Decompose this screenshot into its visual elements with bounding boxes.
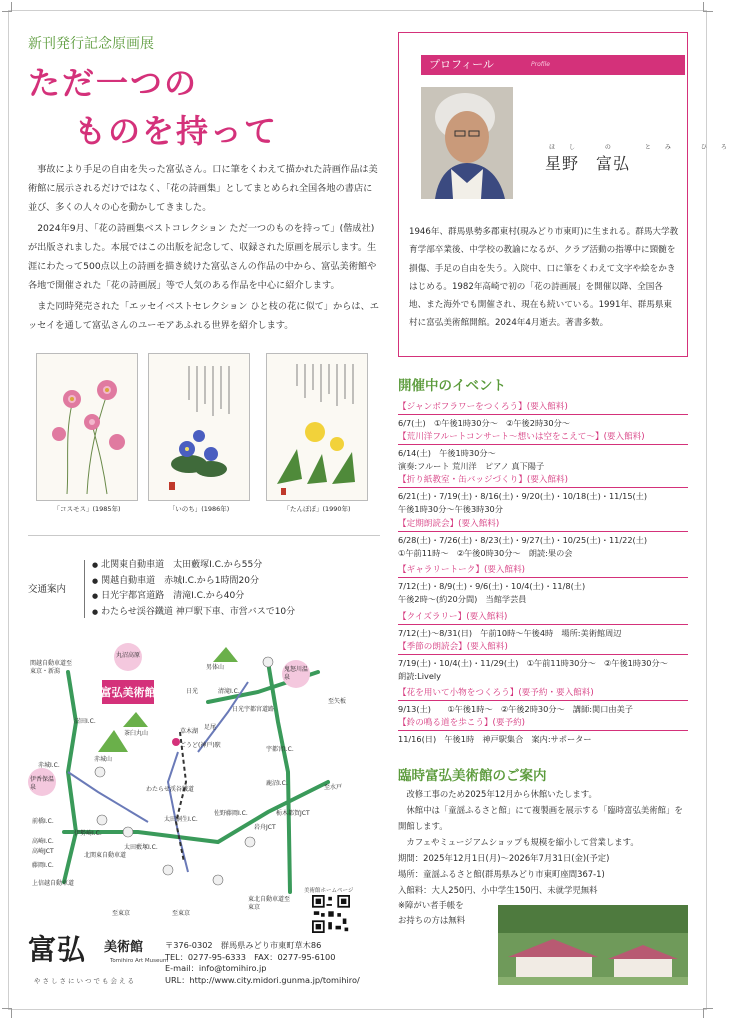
map-label: 岩舟JCT xyxy=(254,824,276,831)
event-detail: 7/12(土)・8/9(土)・9/6(土)・10/4(土)・11/8(土) xyxy=(398,581,586,591)
logo-english: Tomihiro Art Museum xyxy=(110,958,169,964)
phone: TEL：0277-95-6333 FAX：0277-95-6100 xyxy=(165,951,336,962)
intro-paragraph: 2024年9月、「花の詩画集ベストコレクション ただ一つのものを持って」(偕成社)が出版されました。本展ではこの出版を記念して、収録された原画を展示します。生涯にわたって500点以上の詩画を描き続けた富弘さんの作品の中から、富弘美術館や各地で開催された「花の詩画展」等で人気のある作品を中心に紹介します。 xyxy=(28,223,377,291)
crop-mark xyxy=(2,2,12,12)
event-title: 【鈴の鳴る道を歩こう】(要予約) xyxy=(398,717,688,731)
notice-paragraph: カフェやミュージアムショップも規模を縮小して営業します。 xyxy=(406,837,639,847)
museum-building-photo xyxy=(498,905,688,985)
museum-logo xyxy=(28,928,168,988)
dandelion-painting-icon xyxy=(266,353,368,501)
map-label: 栃木都賀JCT xyxy=(276,810,310,817)
artist-bio: 1946年、群馬県勢多郡東村(現みどり市東町)に生まれる。群馬大学教育学部卒業後、中学校の教諭になるが、クラブ活動の指導中に頸髄を損傷、手足の自由を失う。入院中、口に筆をくわえて文字や絵をかきはじめる。1982年高崎で初の「花の詩画展」を開催以降、全国各地、また海外でも開催され、現在も続いている。1991年、群馬県東村に富弘美術館開館。2024年4月逝去。著書多数。 xyxy=(409,227,679,329)
map-label: 至東京 xyxy=(112,910,131,917)
profile-heading-en: Profile xyxy=(531,61,550,68)
exhibition-title-line2: ものを持って xyxy=(74,112,279,150)
map-label: 東北自動車道至東京 xyxy=(248,896,291,911)
logo-suffix: 美術館 xyxy=(104,940,144,955)
event-detail: 6/21(土)・7/19(土)・8/16(土)・9/20(土)・10/18(土)・11/15(土) xyxy=(398,491,648,501)
event-detail: 6/14(土) 午後1時30分～ xyxy=(398,448,496,458)
event-detail: 7/19(土)・10/4(土)・11/29(土) ①午前11時30分～ ②午後1時30分～ xyxy=(398,658,668,668)
map-label: 日光 xyxy=(186,688,199,695)
map-label: 茶臼丸山 xyxy=(124,730,149,737)
map-label: 鬼怒川温泉 xyxy=(284,666,309,681)
event-detail: 朗読:Lively xyxy=(398,671,441,681)
access-list xyxy=(92,558,295,620)
event-title: 【クイズラリー】(要入館料) xyxy=(398,611,688,625)
event-detail: 9/13(土) ①午後1時～ ②午後2時30分～ 講師:関口由美子 xyxy=(398,704,633,714)
homepage-label: 美術館ホームページ xyxy=(304,888,354,894)
crop-mark xyxy=(703,1008,713,1018)
flower-poem-painting-icon xyxy=(148,353,250,501)
notice-fee: 入館料：大人250円、小中学生150円、未就学児無料 xyxy=(398,885,598,895)
map-label: 至矢板 xyxy=(328,698,347,705)
email-link[interactable]: E-mail：info@tomihiro.jp xyxy=(165,963,267,973)
exhibition-subtitle: 新刊発行記念原画展 xyxy=(28,36,154,52)
event-item xyxy=(398,518,688,560)
event-detail: 7/12(土)～8/31(日) 午前10時～午後4時 場所:美術館周辺 xyxy=(398,628,622,638)
map-label: ごうど(神戸)駅 xyxy=(180,742,221,749)
event-detail: 6/7(土) ①午後1時30分～ ②午後2時30分～ xyxy=(398,418,570,428)
event-detail: ①午前11時～ ②午後0時30分～ 朗読:果の会 xyxy=(398,548,573,558)
intro-text xyxy=(28,160,380,337)
event-detail: 6/28(土)・7/26(土)・8/23(土)・9/27(土)・10/25(土)・11/22(土) xyxy=(398,535,648,545)
map-label: 伊香保温泉 xyxy=(30,776,55,791)
artwork-caption: 「コスモス」(1985年) xyxy=(53,505,121,513)
access-map xyxy=(28,632,380,922)
event-item xyxy=(398,687,688,716)
event-item xyxy=(398,717,688,746)
map-label: 丸沼高原 xyxy=(116,652,141,659)
crop-mark xyxy=(2,1008,12,1018)
event-item xyxy=(398,474,688,516)
event-detail: 11/16(日) 午後1時 神戸駅集合 案内:サポーター xyxy=(398,734,592,744)
map-label: 宇都宮I.C. xyxy=(266,746,294,753)
map-label: 関越自動車道至東京・新潟 xyxy=(30,660,73,675)
contact-info xyxy=(165,940,360,986)
map-label: 上信越自動車道 xyxy=(32,880,75,887)
artwork-caption: 「いのち」(1986年) xyxy=(168,505,230,513)
map-label: 足尾 xyxy=(204,724,217,731)
name-ruby: ほし の とみ ひろ xyxy=(549,144,741,151)
event-item xyxy=(398,641,688,683)
logo-tagline: やさしさにいつでも会える xyxy=(34,977,136,985)
intro-paragraph: 事故により手足の自由を失った富弘さん。口に筆をくわえて描かれた詩画作品は美術館に展示されるだけではなく、「花の詩画集」としてまとめられ全国各地の書店に並び、多くの人々の心を動かしてきました。 xyxy=(28,164,378,213)
access-item: ● 日光宇都宮道路 清滝I.C.から40分 xyxy=(92,589,295,605)
event-title: 【荒川洋フルートコンサート～想いは空をこえて～】(要入館料) xyxy=(398,431,688,445)
artwork-cosmos xyxy=(36,353,138,513)
intro-paragraph: また同時発売された「エッセイベストセレクション ひと枝の花に似て」からは、エッセイを通して富弘さんのユーモアあふれる世界を紹介します。 xyxy=(28,301,379,331)
map-label: 高崎I.C. xyxy=(32,838,54,845)
map-label: わたらせ渓谷鐵道 xyxy=(146,786,194,793)
map-label: 前橋I.C. xyxy=(32,818,54,825)
map-label: 沼田I.C. xyxy=(74,718,96,725)
event-title: 【ギャラリートーク】(要入館料) xyxy=(398,564,688,578)
crop-mark xyxy=(703,2,713,12)
event-detail: 演奏:フルート 荒川洋 ピアノ 真下陽子 xyxy=(398,461,545,471)
map-label: 草木湖 xyxy=(180,728,199,735)
logo-name: 富弘 xyxy=(28,933,87,966)
event-item xyxy=(398,401,688,430)
access-item: ● 関越自動車道 赤城I.C.から1時間20分 xyxy=(92,574,295,590)
artwork-inochi xyxy=(148,353,250,513)
map-label: 赤城I.C. xyxy=(38,762,60,769)
map-label: 太田藪塚I.C. xyxy=(124,844,158,851)
map-label: 至水戸 xyxy=(324,784,343,791)
access-item: ● 北関東自動車道 太田藪塚I.C.から55分 xyxy=(92,558,295,574)
notice-paragraph: 改修工事のため2025年12月から休館いたします。 xyxy=(406,789,597,799)
access-divider xyxy=(84,560,85,618)
exhibition-title-line1: ただ一つの xyxy=(28,64,199,102)
notice-note xyxy=(398,898,498,928)
map-label: 清滝I.C. xyxy=(218,688,240,695)
event-title: 【折り紙教室・缶バッジづくり】(要入館料) xyxy=(398,474,688,488)
events-heading: 開催中のイベント xyxy=(398,378,506,394)
map-label: 佐野藤岡I.C. xyxy=(214,810,248,817)
map-label: 至東京 xyxy=(172,910,191,917)
artwork-tanpopo xyxy=(266,353,368,513)
map-label: 太田桐生I.C. xyxy=(164,816,198,823)
access-item: ● わたらせ渓谷鐵道 神戸駅下車、市営バスで10分 xyxy=(92,605,295,621)
map-label: 高崎JCT xyxy=(32,848,54,855)
map-label: 日光宇都宮道路 xyxy=(232,706,275,713)
event-title: 【定期朗読会】(要入館料) xyxy=(398,518,688,532)
event-title: 【花を用いて小物をつくろう】(要予約・要入館料) xyxy=(398,687,688,701)
artist-name: 星野 富弘 xyxy=(545,154,631,173)
address: 〒376-0302 群馬県みどり市東町草木86 xyxy=(165,940,322,950)
map-label: 鹿沼I.C. xyxy=(266,780,288,787)
event-detail: 午後1時30分～午後3時30分 xyxy=(398,504,503,514)
event-item xyxy=(398,431,688,473)
notice-period: 期間：2025年12月1日(月)～2026年7月31日(金)(予定) xyxy=(398,853,610,863)
profile-heading xyxy=(421,55,685,75)
notice-heading: 臨時富弘美術館のご案内 xyxy=(398,768,547,784)
notice-place: 場所：童謡ふるさと館(群馬県みどり市東町座間367-1) xyxy=(398,869,605,879)
event-item xyxy=(398,564,688,606)
notice-note-line: お持ちの方は無料 xyxy=(398,915,465,925)
qr-code-icon[interactable] xyxy=(312,895,350,933)
access-label: 交通案内 xyxy=(28,584,67,595)
artwork-caption: 「たんぽぽ」(1990年) xyxy=(283,505,351,513)
map-label: 赤城山 xyxy=(94,756,113,763)
map-label: 北関東自動車道 xyxy=(84,852,127,859)
cosmos-painting-icon xyxy=(36,353,138,501)
event-detail: 午後2時～(約20分間) 当館学芸員 xyxy=(398,594,527,604)
portrait-photo xyxy=(421,87,513,199)
map-label: 伊勢崎I.C. xyxy=(74,830,102,837)
map-label: 藤岡I.C. xyxy=(32,862,54,869)
event-title: 【ジャンボフラワーをつくろう】(要入館料) xyxy=(398,401,688,415)
event-title: 【季節の朗読会】(要入館料) xyxy=(398,641,688,655)
map-label: 男体山 xyxy=(206,664,225,671)
website-link[interactable]: URL：http://www.city.midori.gunma.jp/tomihiro/ xyxy=(165,974,360,985)
profile-box xyxy=(398,32,741,357)
event-item xyxy=(398,611,688,640)
section-divider xyxy=(28,535,380,536)
profile-heading-text: プロフィール xyxy=(429,58,494,71)
notice-paragraph: 休館中は「童謡ふるさと館」にて複製画を展示する「臨時富弘美術館」を開館します。 xyxy=(398,805,683,831)
map-museum-logo: 富弘美術館 xyxy=(102,680,154,704)
notice-note-line: ※障がい者手帳を xyxy=(398,900,464,910)
notice-text xyxy=(398,786,688,898)
